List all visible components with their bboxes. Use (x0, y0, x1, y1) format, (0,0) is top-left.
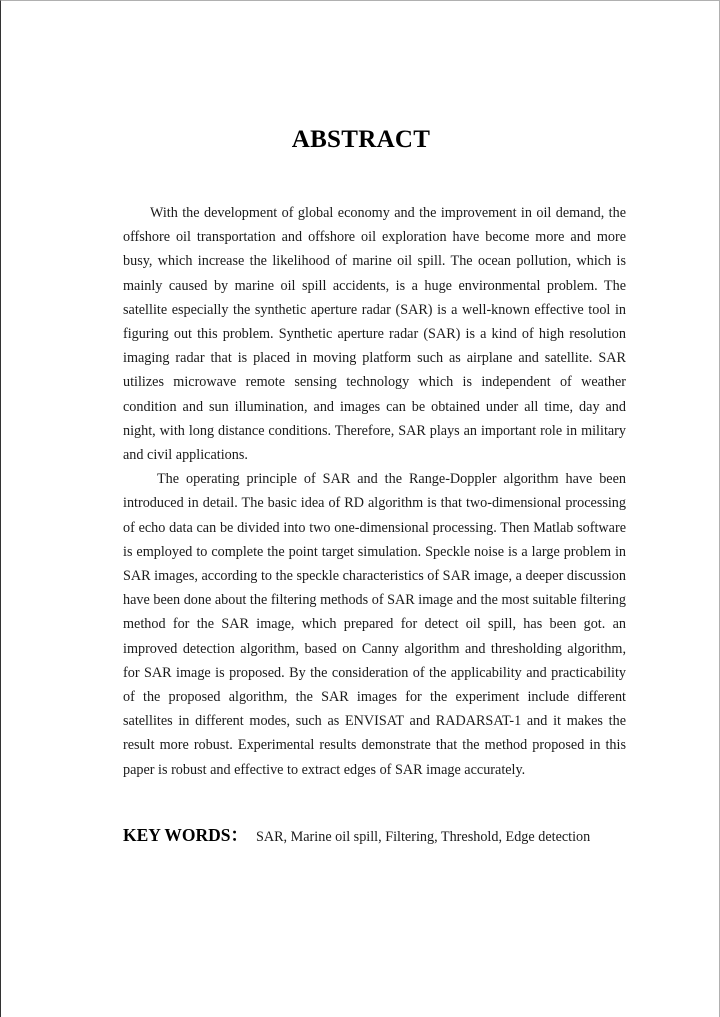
abstract-body (123, 201, 626, 782)
abstract-paragraph-2: The operating principle of SAR and the Range-Doppler algorithm have been introduced in detail. The basic idea of RD algorithm is that two-dimensional processing of echo data can be divided into two one-dimensional processing. Then Matlab software is employed to complete the point target simulation. Speckle noise is a large problem in SAR images, according to the speckle characteristics of SAR image, a deeper discussion have been done about the filtering methods of SAR image and the most suitable filtering method for the SAR image, which prepared for detect oil spill, has been got. an improved detection algorithm, based on Canny algorithm and thresholding algorithm, for SAR image is proposed. By the consideration of the applicability and practicability of the proposed algorithm, the SAR images for the experiment include different satellites in different modes, such as ENVISAT and RADARSAT-1 and it makes the result more robust. Experimental results demonstrate that the method proposed in this paper is robust and effective to extract edges of SAR image accurately. (123, 471, 626, 778)
keywords-text: SAR, Marine oil spill, Filtering, Threshold, Edge detection (255, 829, 591, 845)
abstract-title: ABSTRACT (291, 126, 431, 153)
abstract-paragraph-1: With the development of global economy and the improvement in oil demand, the offshore oil transportation and offshore oil exploration have become more and more busy, which increase the likelihood of marine oil spill. The ocean pollution, which is mainly caused by marine oil spill accidents, is a huge environmental problem. The satellite especially the synthetic aperture radar (SAR) is a well-known effective tool in figuring out this problem. Synthetic aperture radar (SAR) is a kind of high resolution imaging radar that is placed in moving platform such as airplane and satellite. SAR utilizes microwave remote sensing technology which is independent of weather condition and sun illumination, and images can be obtained under all time, day and night, with long distance conditions. Therefore, SAR plays an important role in military and civil applications. (123, 205, 626, 464)
keywords-label: KEY WORDS： (123, 825, 248, 845)
keywords-line (123, 822, 663, 847)
